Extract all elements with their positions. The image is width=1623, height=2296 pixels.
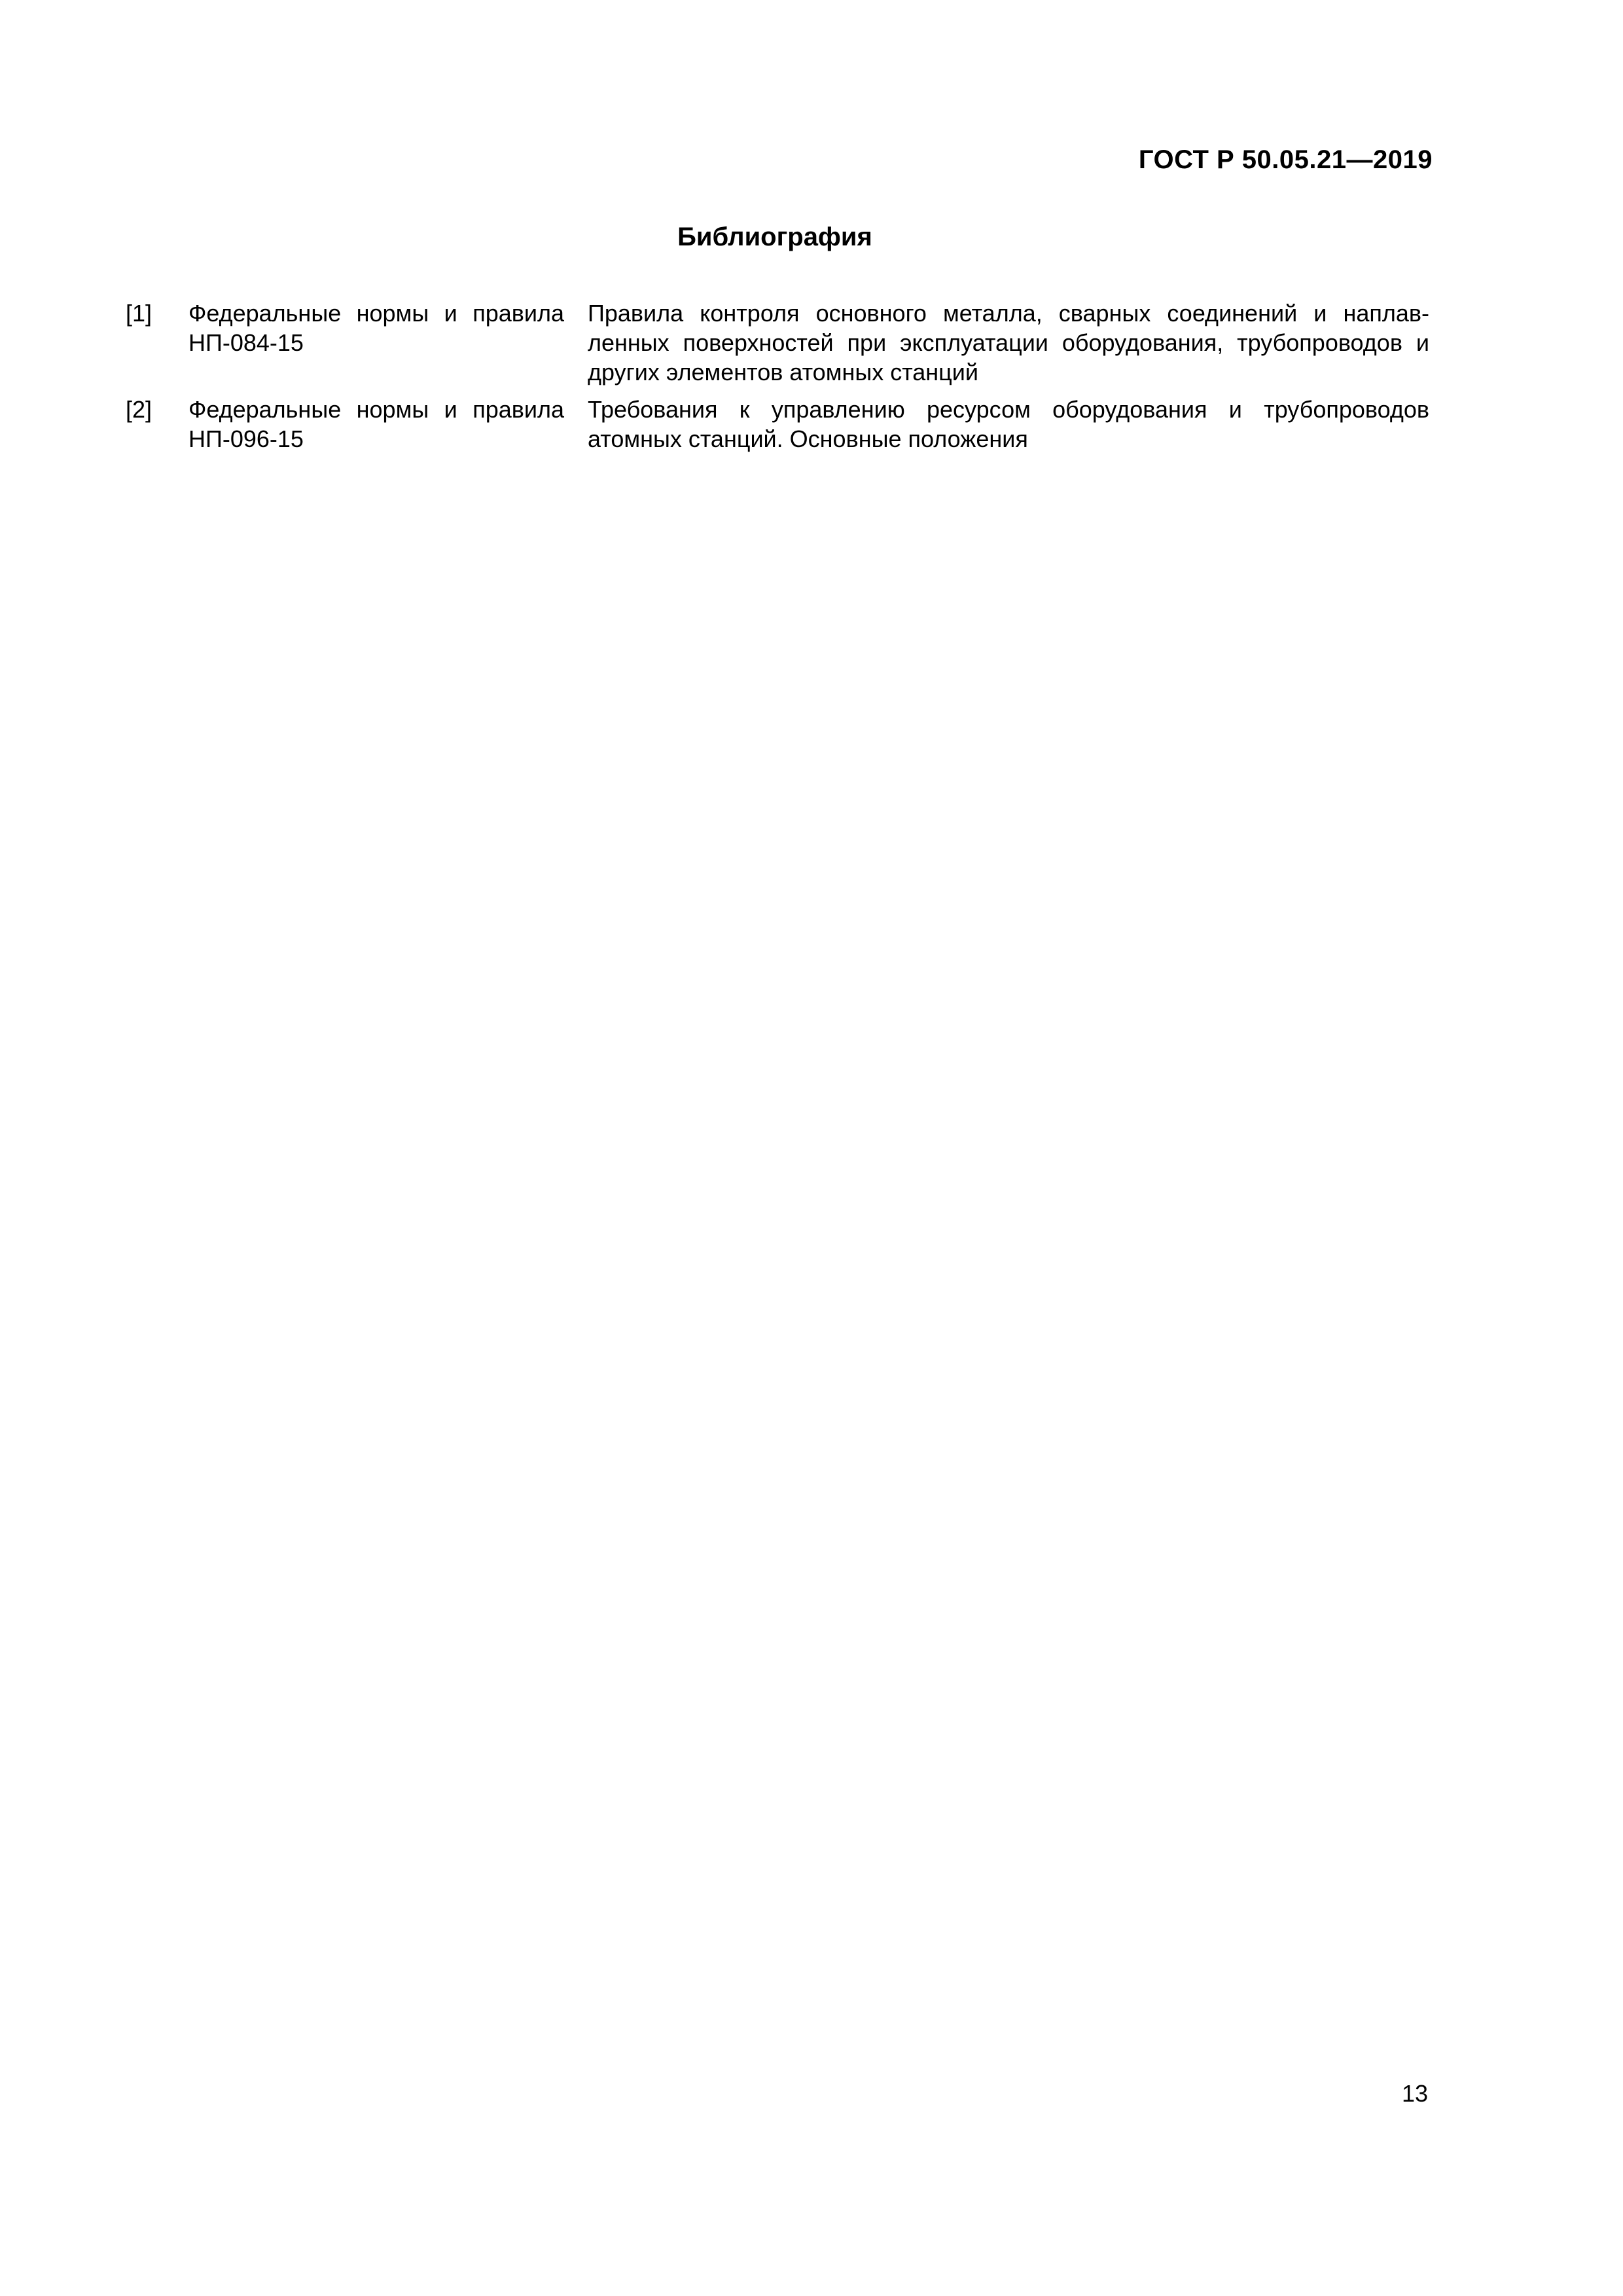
entry-title: Правила контроля основного металла, сварных соединений и наплавленных поверхностей при эксплуатации оборудования, трубопроводов и других элементов атомных станций xyxy=(588,300,1429,386)
section-title: Библиография xyxy=(677,223,872,251)
page-number: 13 xyxy=(1401,2080,1428,2107)
bibliography-list xyxy=(126,298,1429,461)
entry-number: [2] xyxy=(126,396,152,423)
entry-source-code: НП-084-15 xyxy=(188,329,304,356)
bibliography-entry xyxy=(126,395,1429,454)
entry-source xyxy=(188,298,564,357)
entry-source-type: Федеральные нормы и правила xyxy=(188,396,564,423)
entry-source-type: Федеральные нормы и правила xyxy=(188,300,564,327)
entry-number: [1] xyxy=(126,300,152,327)
bibliography-entry xyxy=(126,298,1429,387)
entry-title: Требования к управлению ресурсом оборудования и трубопроводов атомных станций. Основные положения xyxy=(588,396,1429,452)
entry-source-code: НП-096-15 xyxy=(188,425,304,452)
entry-source xyxy=(188,395,564,454)
document-code: ГОСТ Р 50.05.21—2019 xyxy=(1138,145,1433,174)
